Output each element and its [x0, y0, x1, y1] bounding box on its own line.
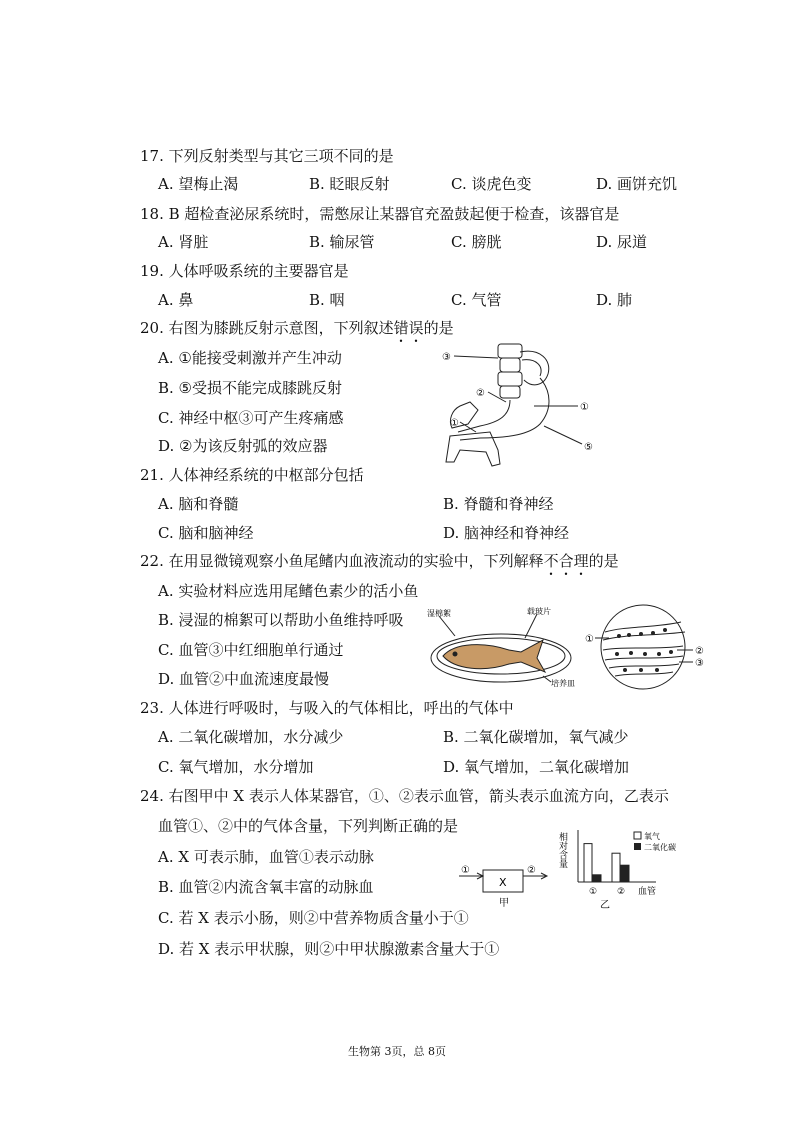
fig20-label-1-left: ① [450, 418, 459, 429]
fig20-label-3: ③ [442, 352, 451, 363]
bar-co2-2 [621, 865, 629, 882]
q17-option-c: C. 谈虎色变 [451, 175, 532, 193]
fig22-dish-label: 培养皿 [551, 679, 575, 688]
question-24-stem-line2: 血管①、②中的气体含量，下列判断正确的是 [158, 817, 459, 835]
q17-option-d: D. 画饼充饥 [596, 175, 678, 193]
q18-option-d: D. 尿道 [596, 233, 648, 251]
q22-option-c: C. 血管③中红细胞单行通过 [158, 641, 344, 659]
fig22-vessel-1-label: ① [585, 634, 594, 645]
fig22-cotton-label: 湿棉絮 [427, 609, 451, 618]
q19-option-c: C. 气管 [451, 291, 502, 309]
legend-swatch-oxygen [634, 832, 641, 839]
question-17-stem: 17. 下列反射类型与其它三项不同的是 [140, 147, 394, 165]
q18-option-a: A. 肾脏 [158, 233, 209, 251]
q22-option-d: D. 血管②中血流速度最慢 [158, 670, 330, 688]
q19-option-a: A. 鼻 [158, 291, 194, 309]
page-footer: 生物第 3页，总 8页 [348, 1045, 446, 1058]
q20-option-c: C. 神经中枢③可产生疼痛感 [158, 409, 344, 427]
q23-option-a: A. 二氧化碳增加，水分减少 [158, 728, 344, 746]
chart-y-axis-label: 相对含量 [557, 832, 567, 868]
question-19-stem: 19. 人体呼吸系统的主要器官是 [140, 262, 349, 280]
vessel-in-label: ① [461, 865, 470, 876]
q21-option-a: A. 脑和脊髓 [158, 495, 239, 513]
q17-option-b: B. 眨眼反射 [309, 175, 390, 193]
yi-label: 乙 [600, 900, 610, 911]
microscope-view-figure [585, 602, 710, 692]
legend-oxygen: 氧气 [644, 832, 660, 841]
q23-option-d: D. 氧气增加，二氧化碳增加 [443, 758, 630, 776]
knee-reflex-figure [440, 340, 610, 470]
chart-category-1: ① [589, 887, 598, 897]
fish-dish-figure [425, 606, 585, 690]
q24-option-b: B. 血管②内流含氧丰富的动脉血 [158, 878, 374, 896]
fig20-label-5: ⑤ [584, 442, 593, 453]
q24-option-c: C. 若 X 表示小肠，则②中营养物质含量小于① [158, 909, 469, 927]
chart-x-axis-label: 血管 [638, 887, 657, 897]
question-20-stem: 20. 右图为膝跳反射示意图，下列叙述错误的是 [140, 319, 454, 337]
question-18-stem: 18. B 超检查泌尿系统时，需憋尿让某器官充盈鼓起便于检查，该器官是 [140, 205, 620, 223]
q17-option-a: A. 望梅止渴 [158, 175, 239, 193]
q21-option-b: B. 脊髓和脊神经 [443, 495, 554, 513]
bar-co2-1 [593, 875, 601, 882]
legend-swatch-co2 [634, 843, 641, 850]
question-24-stem-line1: 24. 右图甲中 X 表示人体某器官，①、②表示血管，箭头表示血流方向，乙表示 [140, 787, 669, 805]
q19-option-b: B. 咽 [309, 291, 345, 309]
q22-option-b: B. 浸湿的棉絮可以帮助小鱼维持呼吸 [158, 611, 404, 629]
q20-option-b: B. ⑤受损不能完成膝跳反射 [158, 379, 343, 397]
vessel-out-label: ② [527, 865, 536, 876]
question-22-stem: 22. 在用显微镜观察小鱼尾鳍内血液流动的实验中，下列解释不合理的是 [140, 552, 619, 570]
fig22-vessel-3-label: ③ [695, 658, 704, 669]
question-21-stem: 21. 人体神经系统的中枢部分包括 [140, 466, 364, 484]
q21-option-d: D. 脑神经和脊神经 [443, 524, 570, 542]
q18-option-b: B. 输尿管 [309, 233, 375, 251]
q20-option-d: D. ②为该反射弧的效应器 [158, 437, 328, 455]
fig20-label-2: ② [476, 388, 485, 399]
q23-option-b: B. 二氧化碳增加，氧气减少 [443, 728, 629, 746]
organ-x-label: X [499, 876, 507, 889]
bar-oxygen-2 [612, 853, 620, 882]
q23-option-c: C. 氧气增加，水分增加 [158, 758, 314, 776]
q24-option-d: D. 若 X 表示甲状腺，则②中甲状腺激素含量大于① [158, 940, 500, 958]
question-23-stem: 23. 人体进行呼吸时，与吸入的气体相比，呼出的气体中 [140, 699, 514, 717]
fig22-slide-label: 载玻片 [527, 607, 551, 616]
fig20-label-1-right: ① [580, 402, 589, 413]
jia-label: 甲 [499, 898, 509, 909]
q21-option-c: C. 脑和脑神经 [158, 524, 254, 542]
chart-category-2: ② [617, 887, 626, 897]
q22-option-a: A. 实验材料应选用尾鳍色素少的活小鱼 [158, 582, 419, 600]
q24-option-a: A. X 可表示肺，血管①表示动脉 [158, 848, 374, 866]
q20-option-a: A. ①能接受刺激并产生冲动 [158, 349, 342, 367]
fig22-vessel-2-label: ② [695, 646, 704, 657]
gas-content-chart [557, 822, 700, 914]
q19-option-d: D. 肺 [596, 291, 633, 309]
q18-option-c: C. 膀胱 [451, 233, 502, 251]
bar-oxygen-1 [584, 844, 592, 882]
legend-co2: 二氧化碳 [644, 843, 676, 852]
organ-diagram-jia [455, 862, 555, 912]
